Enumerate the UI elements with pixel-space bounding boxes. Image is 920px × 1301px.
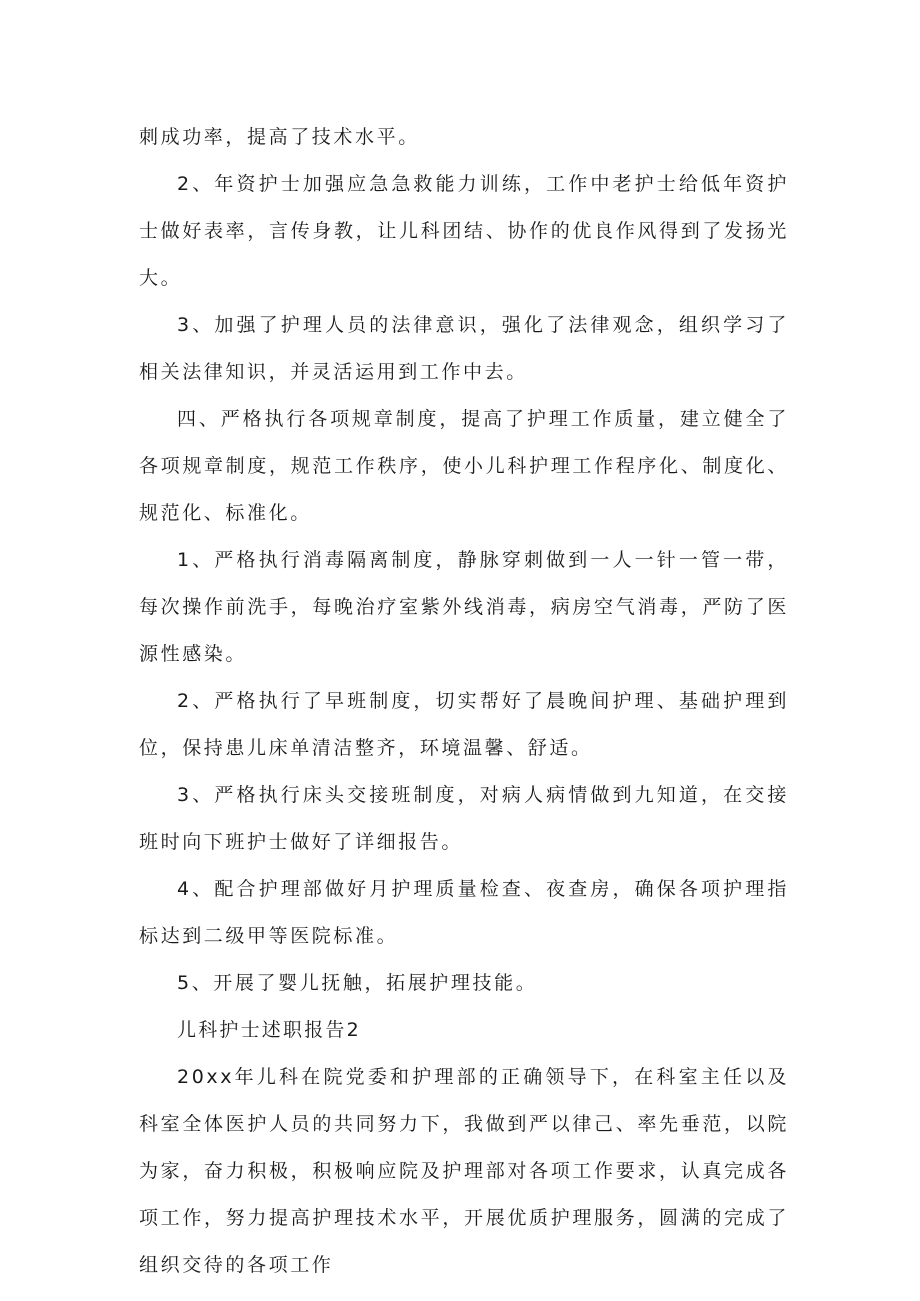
report-2-heading: 儿科护士述职报告2: [177, 1019, 361, 1041]
paragraph-item-2-emergency-training: 2、年资护士加强应急急救能力训练，工作中老护士给低年资护士做好表率，言传身教，让儿科团结、协作的优良作风得到了发扬光大。: [139, 173, 789, 289]
paragraph-item-2-early-shift: 2、严格执行了早班制度，切实帮好了晨晚间护理、基础护理到位，保持患儿床单清洁整齐，环境温馨、舒适。: [139, 690, 789, 759]
document-page: [139, 114, 789, 1289]
paragraph-item-3-handover: 3、严格执行床头交接班制度，对病人病情做到九知道，在交接班时向下班护士做好了详细报告。: [139, 784, 789, 853]
paragraph-report-2-intro: 20xx年儿科在院党委和护理部的正确领导下，在科室主任以及科室全体医护人员的共同努力下，我做到严以律己、率先垂范，以院为家，奋力积极，积极响应院及护理部对各项工作要求，认真完成各项工作，努力提高护理技术水平，开展优质护理服务，圆满的完成了组织交待的各项工作: [139, 1066, 789, 1276]
paragraph-item-1-disinfection: 1、严格执行消毒隔离制度，静脉穿刺做到一人一针一管一带，每次操作前洗手，每晚治疗室紫外线消毒，病房空气消毒，严防了医源性感染。: [139, 549, 789, 665]
paragraph-item-5-infant-touch: 5、开展了婴儿抚触，拓展护理技能。: [177, 972, 538, 994]
paragraph-item-4-quality-check: 4、配合护理部做好月护理质量检查、夜查房，确保各项护理指标达到二级甲等医院标准。: [139, 878, 789, 947]
paragraph-item-3-legal-awareness: 3、加强了护理人员的法律意识，强化了法律观念，组织学习了相关法律知识，并灵活运用到工作中去。: [139, 314, 789, 383]
paragraph-continuation: 刺成功率，提高了技术水平。: [139, 126, 420, 148]
paragraph-section-4-regulations: 四、严格执行各项规章制度，提高了护理工作质量，建立健全了各项规章制度，规范工作秩序，使小儿科护理工作程序化、制度化、规范化、标准化。: [139, 408, 789, 524]
